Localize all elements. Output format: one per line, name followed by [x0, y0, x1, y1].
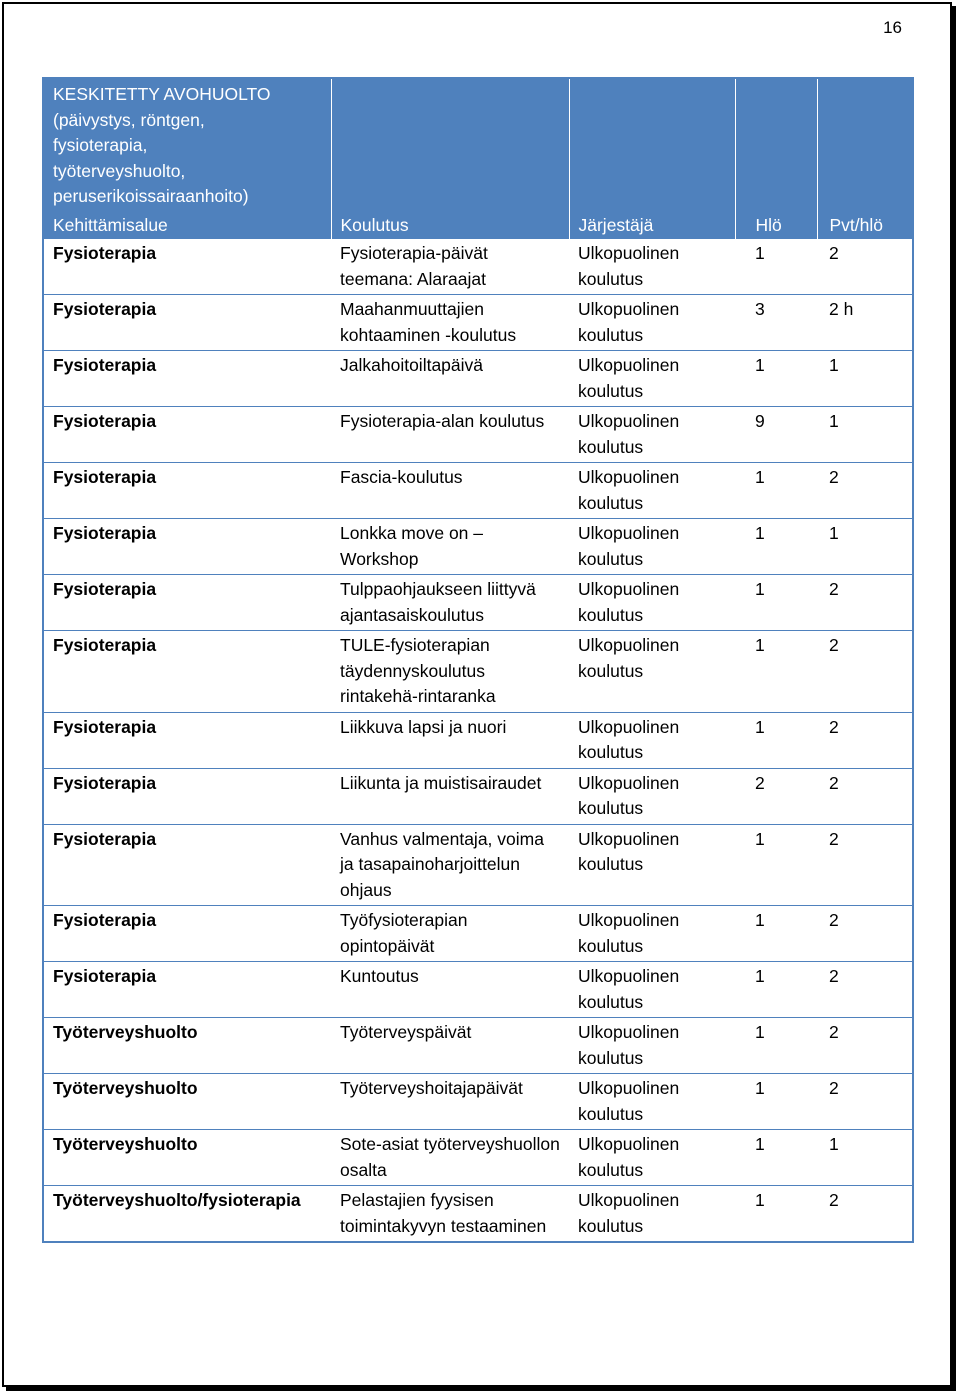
- cell-area: Fysioterapia: [43, 295, 331, 351]
- cell-organizer: Ulkopuolinen koulutus: [569, 1074, 735, 1130]
- table-row: [43, 407, 913, 463]
- cell-days: 1: [817, 407, 913, 463]
- table-header-row: [43, 212, 913, 239]
- cell-training: Työterveyshoitajapäivät: [331, 1074, 569, 1130]
- cell-organizer: Ulkopuolinen koulutus: [569, 351, 735, 407]
- cell-training: Lonkka move on – Workshop: [331, 519, 569, 575]
- table-row: [43, 1018, 913, 1074]
- cell-days: 2: [817, 1186, 913, 1243]
- cell-persons: 1: [735, 1186, 817, 1243]
- table-row: [43, 962, 913, 1018]
- table-title-line: (päivystys, röntgen,: [53, 109, 205, 130]
- cell-training: Tulppaohjaukseen liittyvä ajantasaiskoulutus: [331, 575, 569, 631]
- header-area: Kehittämisalue: [43, 212, 331, 239]
- header-training: Koulutus: [331, 212, 569, 239]
- cell-organizer: Ulkopuolinen koulutus: [569, 1018, 735, 1074]
- cell-organizer: Ulkopuolinen koulutus: [569, 906, 735, 962]
- cell-persons: 1: [735, 712, 817, 768]
- cell-organizer: Ulkopuolinen koulutus: [569, 463, 735, 519]
- cell-persons: 1: [735, 631, 817, 713]
- table-row: [43, 712, 913, 768]
- cell-area: Fysioterapia: [43, 463, 331, 519]
- cell-area: Fysioterapia: [43, 631, 331, 713]
- cell-area: Fysioterapia: [43, 407, 331, 463]
- cell-organizer: Ulkopuolinen koulutus: [569, 631, 735, 713]
- page-number: 16: [883, 18, 902, 37]
- cell-organizer: Ulkopuolinen koulutus: [569, 824, 735, 906]
- cell-training: Työterveyspäivät: [331, 1018, 569, 1074]
- table-title-line: työterveyshuolto,: [53, 160, 186, 181]
- cell-organizer: Ulkopuolinen koulutus: [569, 239, 735, 295]
- cell-days: 2: [817, 239, 913, 295]
- cell-days: 1: [817, 519, 913, 575]
- cell-days: 1: [817, 1130, 913, 1186]
- cell-persons: 1: [735, 463, 817, 519]
- cell-organizer: Ulkopuolinen koulutus: [569, 295, 735, 351]
- cell-days: 2: [817, 768, 913, 824]
- cell-persons: 1: [735, 1130, 817, 1186]
- table-row: [43, 351, 913, 407]
- cell-days: 2: [817, 906, 913, 962]
- cell-organizer: Ulkopuolinen koulutus: [569, 712, 735, 768]
- cell-area: Fysioterapia: [43, 351, 331, 407]
- cell-persons: 1: [735, 906, 817, 962]
- cell-days: 2: [817, 631, 913, 713]
- cell-training: Vanhus valmentaja, voima ja tasapainoharjoittelun ohjaus: [331, 824, 569, 906]
- cell-training: Fysioterapia-päivät teemana: Alaraajat: [331, 239, 569, 295]
- header-days: Pvt/hlö: [817, 212, 913, 239]
- table-title-line: peruserikoissairaanhoito): [53, 186, 249, 206]
- cell-training: Fascia-koulutus: [331, 463, 569, 519]
- cell-persons: 9: [735, 407, 817, 463]
- cell-persons: 1: [735, 1018, 817, 1074]
- table-row: [43, 1186, 913, 1243]
- cell-days: 1: [817, 351, 913, 407]
- cell-days: 2: [817, 1074, 913, 1130]
- table-row: [43, 906, 913, 962]
- cell-days: 2: [817, 962, 913, 1018]
- table-title: [43, 78, 331, 212]
- cell-area: Fysioterapia: [43, 712, 331, 768]
- table-row: [43, 519, 913, 575]
- table-title-line: KESKITETTY AVOHUOLTO: [53, 84, 271, 104]
- cell-persons: 1: [735, 824, 817, 906]
- cell-training: TULE-fysioterapian täydennyskoulutus rintakehä-rintaranka: [331, 631, 569, 713]
- cell-training: Pelastajien fyysisen toimintakyvyn testaaminen: [331, 1186, 569, 1243]
- cell-days: 2: [817, 1018, 913, 1074]
- cell-days: 2: [817, 712, 913, 768]
- cell-training: Fysioterapia-alan koulutus: [331, 407, 569, 463]
- table-row: [43, 824, 913, 906]
- table-row: [43, 239, 913, 295]
- cell-area: Fysioterapia: [43, 824, 331, 906]
- cell-organizer: Ulkopuolinen koulutus: [569, 1186, 735, 1243]
- cell-persons: 3: [735, 295, 817, 351]
- cell-area: Fysioterapia: [43, 519, 331, 575]
- cell-organizer: Ulkopuolinen koulutus: [569, 962, 735, 1018]
- cell-persons: 1: [735, 239, 817, 295]
- cell-area: Työterveyshuolto: [43, 1018, 331, 1074]
- cell-area: Fysioterapia: [43, 768, 331, 824]
- table-row: [43, 1130, 913, 1186]
- cell-days: 2 h: [817, 295, 913, 351]
- cell-days: 2: [817, 824, 913, 906]
- cell-persons: 1: [735, 519, 817, 575]
- cell-persons: 1: [735, 575, 817, 631]
- cell-persons: 1: [735, 962, 817, 1018]
- cell-training: Sote-asiat työterveyshuollon osalta: [331, 1130, 569, 1186]
- cell-organizer: Ulkopuolinen koulutus: [569, 407, 735, 463]
- cell-area: Fysioterapia: [43, 962, 331, 1018]
- table-row: [43, 768, 913, 824]
- cell-area: Työterveyshuolto: [43, 1130, 331, 1186]
- table-row: [43, 575, 913, 631]
- header-empty-cell: [331, 78, 569, 212]
- cell-area: Fysioterapia: [43, 906, 331, 962]
- cell-area: Fysioterapia: [43, 239, 331, 295]
- cell-area: Työterveyshuolto: [43, 1074, 331, 1130]
- header-persons: Hlö: [735, 212, 817, 239]
- table-row: [43, 631, 913, 713]
- header-empty-cell: [817, 78, 913, 212]
- cell-organizer: Ulkopuolinen koulutus: [569, 1130, 735, 1186]
- cell-training: Jalkahoitoiltapäivä: [331, 351, 569, 407]
- cell-days: 2: [817, 575, 913, 631]
- cell-organizer: Ulkopuolinen koulutus: [569, 768, 735, 824]
- cell-persons: 1: [735, 351, 817, 407]
- header-empty-cell: [735, 78, 817, 212]
- cell-area: Työterveyshuolto/fysioterapia: [43, 1186, 331, 1243]
- cell-training: Kuntoutus: [331, 962, 569, 1018]
- cell-training: Liikkuva lapsi ja nuori: [331, 712, 569, 768]
- cell-training: Työfysioterapian opintopäivät: [331, 906, 569, 962]
- header-organizer: Järjestäjä: [569, 212, 735, 239]
- cell-training: Liikunta ja muistisairaudet: [331, 768, 569, 824]
- table-title-row: [43, 78, 913, 212]
- table-title-line: fysioterapia,: [53, 135, 148, 155]
- cell-organizer: Ulkopuolinen koulutus: [569, 519, 735, 575]
- table-row: [43, 1074, 913, 1130]
- cell-persons: 1: [735, 1074, 817, 1130]
- header-empty-cell: [569, 78, 735, 212]
- cell-area: Fysioterapia: [43, 575, 331, 631]
- cell-days: 2: [817, 463, 913, 519]
- table-row: [43, 463, 913, 519]
- cell-training: Maahanmuuttajien kohtaaminen -koulutus: [331, 295, 569, 351]
- training-table: [42, 77, 914, 1243]
- cell-persons: 2: [735, 768, 817, 824]
- cell-organizer: Ulkopuolinen koulutus: [569, 575, 735, 631]
- table-row: [43, 295, 913, 351]
